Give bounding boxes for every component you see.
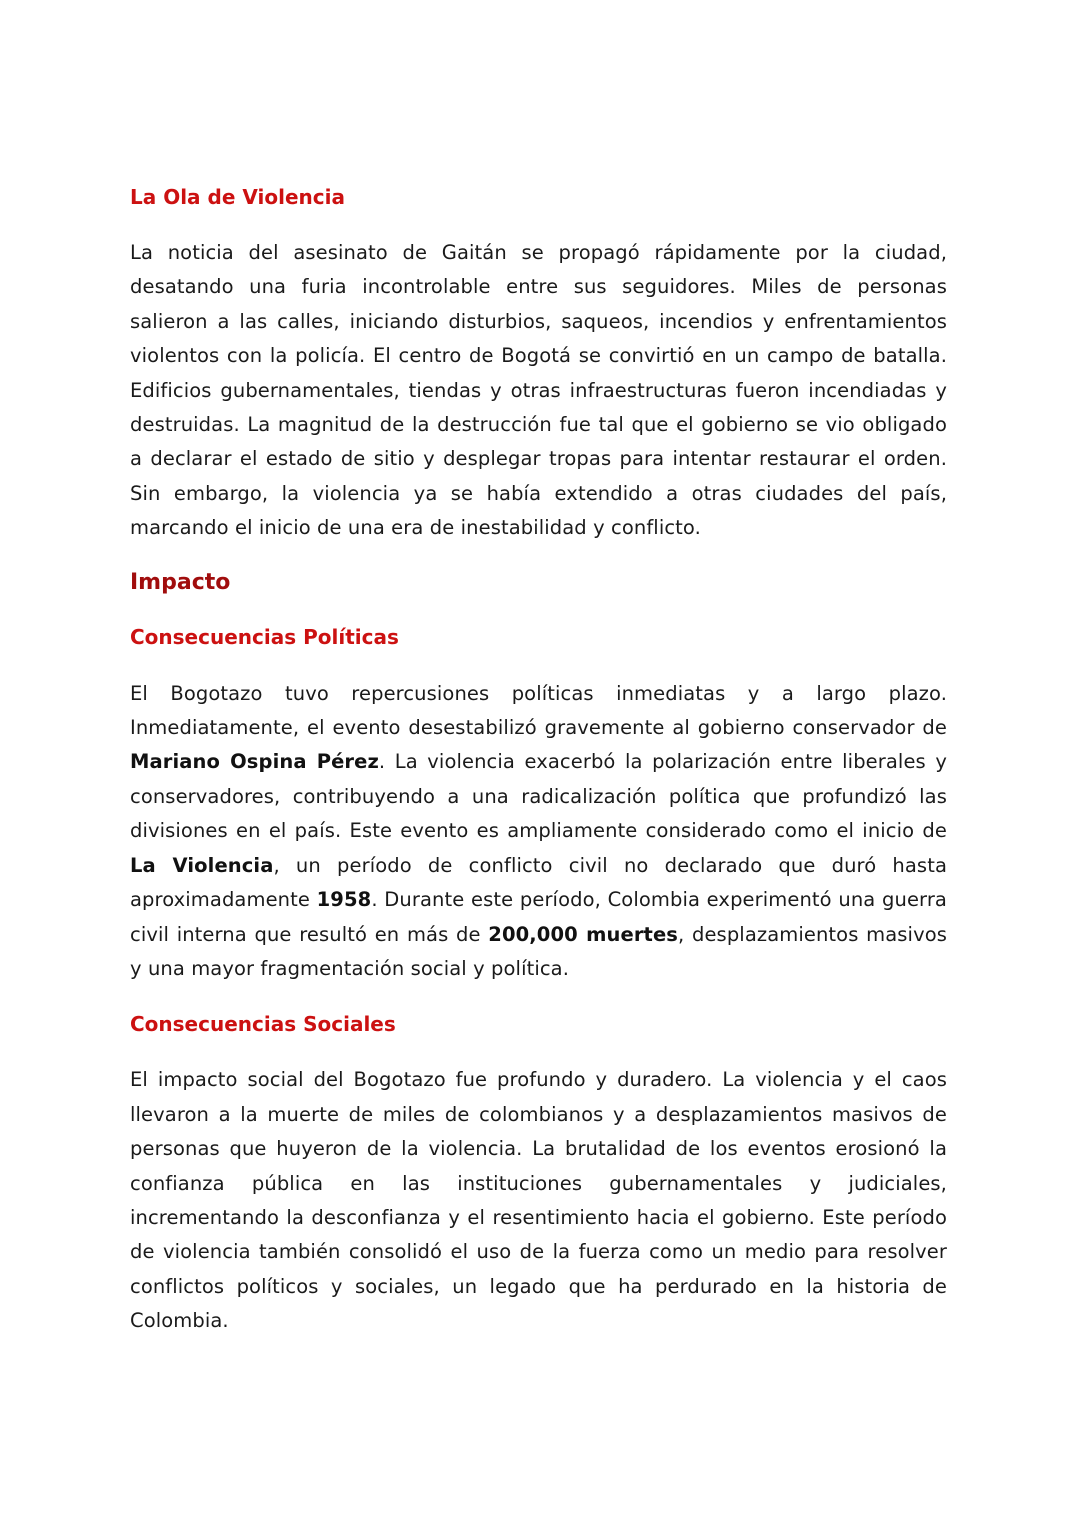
bold-term-la-violencia: La Violencia [130,853,274,877]
paragraph-consecuencias-sociales: El impacto social del Bogotazo fue profundo y duradero. La violencia y el caos llevaron a la muerte de miles de colombianos y a desplazamientos masivos de personas que huyeron de la violencia. La brutalidad de los eventos erosionó la confianza pública en las instituciones gubernamentales y judiciales, incrementando la desconfianza y el resentimiento hacia el gobierno. Este período de violencia también consolidó el uso de la fuerza como un medio para resolver conflictos políticos y sociales, un legado que ha perdurado en la historia de Colombia. [130,1068,947,1333]
text-run: , un período de conflicto civil no declarado que duró hasta aproximadamente [130,853,947,912]
text-run: , desplazamientos masivos y una mayor fragmentación social y política. [130,922,947,980]
paragraph-consecuencias-politicas [130,677,947,987]
bold-name-ospina: Mariano Ospina Pérez [130,750,379,774]
document-page [130,180,947,1339]
section-heading-ola-de-violencia: La Ola de Violencia [130,185,345,209]
bold-deaths: 200,000 muertes [488,922,678,946]
text-run: . La violencia exacerbó la polarización entre liberales y conservadores, contribuyendo a una radicalización política que profundizó las divisiones en el país. Este evento es ampliamente considerado como el inicio de [130,750,947,843]
paragraph-ola-de-violencia: La noticia del asesinato de Gaitán se propagó rápidamente por la ciudad, desatando una furia incontrolable entre sus seguidores. Miles de personas salieron a las calles, iniciando disturbios, saqueos, incendios y enfrentamientos violentos con la policía. El centro de Bogotá se convirtió en un campo de batalla. Edificios gubernamentales, tiendas y otras infraestructuras fueron incendiadas y destruidas. La magnitud de la destrucción fue tal que el gobierno se vio obligado a declarar el estado de sitio y desplegar tropas para intentar restaurar el orden. Sin embargo, la violencia ya se había extendido a otras ciudades del país, marcando el inicio de una era de inestabilidad y conflicto. [130,241,947,540]
text-run: . Durante este período, Colombia experimentó una guerra civil interna que resultó en más de [130,888,947,946]
bold-year: 1958 [316,888,372,912]
subheading-consecuencias-politicas: Consecuencias Políticas [130,624,399,649]
section-heading-impacto: Impacto [130,569,231,595]
text-run: El Bogotazo tuvo repercusiones políticas inmediatas y a largo plazo. Inmediatamente, el evento desestabilizó gravemente al gobierno conservador de [130,681,947,740]
subheading-consecuencias-sociales: Consecuencias Sociales [130,1012,396,1037]
